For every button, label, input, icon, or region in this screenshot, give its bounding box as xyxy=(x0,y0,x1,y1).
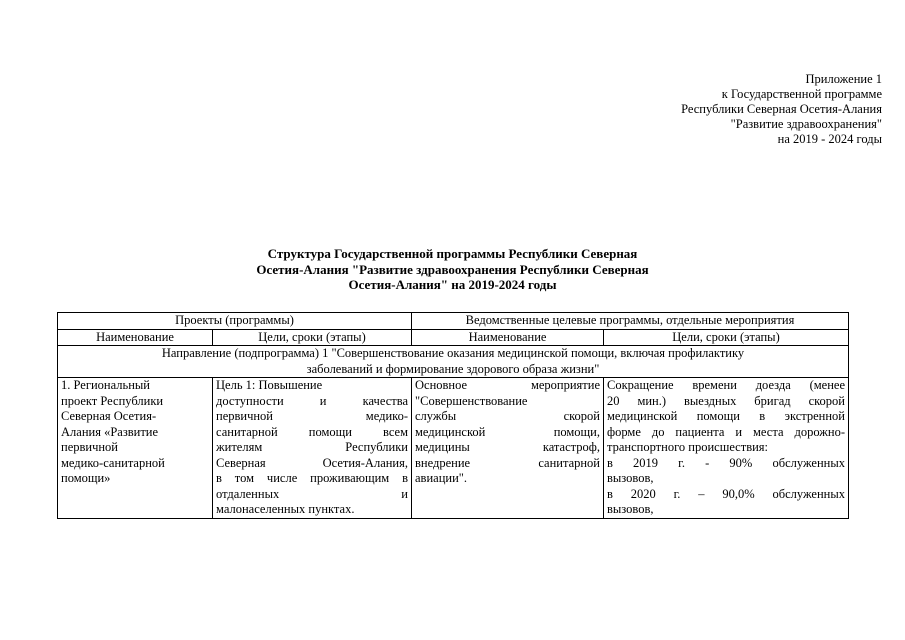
appendix-note xyxy=(681,72,882,147)
cell-line: в 2019 г. - 90% обслуженных xyxy=(607,455,845,470)
cell-line: Основное мероприятие xyxy=(415,378,600,392)
group-header-projects: Проекты (программы) xyxy=(58,313,412,330)
cell-line: "Совершенствование xyxy=(415,393,528,408)
cell-line: медицины катастроф, xyxy=(415,440,600,454)
cell-line: Сокращение времени доезда (менее xyxy=(607,378,845,392)
appendix-line: "Развитие здравоохранения" xyxy=(730,117,882,131)
cell-line: проект Республики xyxy=(61,393,164,408)
column-header-program-name: Наименование xyxy=(412,329,604,346)
project-goals-cell xyxy=(213,378,412,519)
cell-line: 1. Региональный xyxy=(61,378,150,392)
cell-line: 20 мин.) выездных бригад скорой xyxy=(607,393,845,408)
appendix-line: на 2019 - 2024 годы xyxy=(777,132,882,146)
table-row xyxy=(58,378,849,519)
cell-line: Цель 1: Повышение xyxy=(216,378,323,392)
cell-line: форме до пациента и места дорожно- xyxy=(607,424,845,439)
cell-line: вызовов, xyxy=(607,502,654,516)
direction-row xyxy=(58,346,849,378)
document-title xyxy=(0,246,905,293)
cell-line: жителям Республики xyxy=(216,440,408,454)
direction-line: заболеваний и формирование здорового образа жизни" xyxy=(306,361,600,376)
cell-line: в 2020 г. – 90,0% обслуженных xyxy=(607,486,845,501)
appendix-line: Приложение 1 xyxy=(805,72,882,86)
column-header-project-goals: Цели, сроки (этапы) xyxy=(213,329,412,346)
program-goals-cell xyxy=(604,378,849,519)
cell-line: доступности и качества xyxy=(216,393,408,408)
cell-line: внедрение санитарной xyxy=(415,455,600,470)
program-name-cell xyxy=(412,378,604,519)
column-header-program-goals: Цели, сроки (этапы) xyxy=(604,329,849,346)
appendix-line: Республики Северная Осетия-Алания xyxy=(681,102,882,116)
cell-line: службы скорой xyxy=(415,409,600,423)
direction-cell xyxy=(58,346,849,378)
cell-line: медико-санитарной xyxy=(61,455,165,470)
cell-line: транспортного происшествия: xyxy=(607,440,769,454)
title-line: Структура Государственной программы Республики Северная xyxy=(267,246,638,261)
cell-line: первичной xyxy=(61,440,118,454)
cell-line: отдаленных и xyxy=(216,486,408,501)
cell-line: Алания «Развитие xyxy=(61,424,159,439)
cell-line: Северная Осетия-Алания, xyxy=(216,455,408,470)
cell-line: медицинской помощи, xyxy=(415,424,600,439)
cell-line: авиации". xyxy=(415,471,467,485)
group-header-programs: Ведомственные целевые программы, отдельные мероприятия xyxy=(412,313,849,330)
cell-line: медицинской помощи в экстренной xyxy=(607,409,845,423)
group-header-row xyxy=(58,313,849,330)
project-name-cell xyxy=(58,378,213,519)
cell-line: Северная Осетия- xyxy=(61,409,157,423)
column-header-project-name: Наименование xyxy=(58,329,213,346)
appendix-line: к Государственной программе xyxy=(721,87,882,101)
cell-line: в том числе проживающим в xyxy=(216,471,408,485)
cell-line: вызовов, xyxy=(607,471,654,485)
column-header-row xyxy=(58,329,849,346)
cell-line: санитарной помощи всем xyxy=(216,424,408,439)
cell-line: малонаселенных пунктах. xyxy=(216,502,355,516)
title-line: Осетия-Алания" на 2019-2024 годы xyxy=(348,277,557,292)
title-line: Осетия-Алания "Развитие здравоохранения Республики Северная xyxy=(256,261,649,277)
program-structure-table xyxy=(57,312,849,519)
cell-line: помощи» xyxy=(61,471,111,485)
direction-line: Направление (подпрограмма) 1 "Совершенствование оказания медицинской помощи, включая профилактику xyxy=(161,346,745,360)
cell-line: первичной медико- xyxy=(216,409,408,423)
